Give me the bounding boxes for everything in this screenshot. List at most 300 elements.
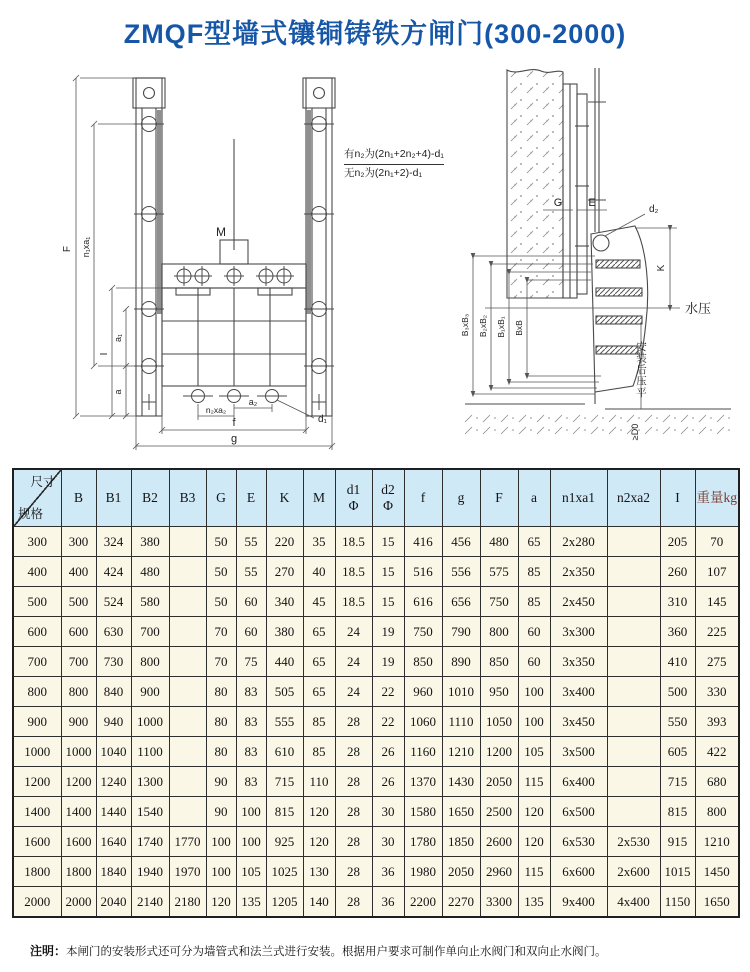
value-cell: 120 (303, 797, 335, 827)
spec-table-wrap (12, 468, 740, 918)
value-cell (169, 677, 206, 707)
value-cell: 1000 (61, 737, 96, 767)
value-cell: 715 (660, 767, 695, 797)
value-cell: 85 (303, 707, 335, 737)
table-row (13, 587, 739, 617)
value-cell: 790 (442, 617, 480, 647)
table-row (13, 737, 739, 767)
annotation-line2: 无n₂为(2n₁+2)-d₁ (344, 166, 422, 179)
value-cell: 28 (335, 887, 372, 918)
value-cell: 100 (518, 677, 550, 707)
value-cell: 2600 (480, 827, 518, 857)
label-bxb: BxB (514, 320, 524, 336)
annotation-line1: 有n₂为(2n₁+2n₂+4)-d₁ (344, 146, 444, 165)
value-cell: 2x530 (607, 827, 660, 857)
value-cell: 205 (660, 527, 695, 557)
value-cell: 1840 (96, 857, 131, 887)
label-i-dim: I (99, 352, 110, 356)
value-cell: 2050 (442, 857, 480, 887)
value-cell: 1060 (404, 707, 442, 737)
col-header-F: F (480, 469, 518, 527)
value-cell: 1650 (442, 797, 480, 827)
value-cell: 1370 (404, 767, 442, 797)
value-cell: 130 (303, 857, 335, 887)
value-cell: 85 (303, 737, 335, 767)
value-cell: 424 (96, 557, 131, 587)
label-n2xa2: n₂xa₂ (205, 405, 227, 415)
value-cell: 80 (206, 677, 236, 707)
label-k-dim: K (656, 264, 667, 272)
value-cell (169, 707, 206, 737)
value-cell: 24 (335, 647, 372, 677)
value-cell: 915 (660, 827, 695, 857)
corner-label-size: 尺寸 (30, 475, 56, 489)
value-cell: 260 (660, 557, 695, 587)
col-header-n1xa1: n1xa1 (550, 469, 607, 527)
value-cell: 456 (442, 527, 480, 557)
value-cell: 1540 (131, 797, 169, 827)
value-cell: 393 (695, 707, 739, 737)
value-cell: 22 (372, 677, 404, 707)
value-cell: 120 (303, 827, 335, 857)
value-cell: 85 (518, 587, 550, 617)
col-header-n2xa2: n2xa2 (607, 469, 660, 527)
value-cell: 500 (660, 677, 695, 707)
value-cell: 960 (404, 677, 442, 707)
value-cell: 83 (236, 677, 266, 707)
value-cell: 1640 (96, 827, 131, 857)
spec-cell: 1200 (13, 767, 61, 797)
value-cell: 1150 (660, 887, 695, 918)
value-cell: 15 (372, 527, 404, 557)
value-cell: 516 (404, 557, 442, 587)
value-cell: 28 (335, 767, 372, 797)
value-cell: 556 (442, 557, 480, 587)
value-cell: 380 (131, 527, 169, 557)
value-cell: 890 (442, 647, 480, 677)
value-cell: 1800 (61, 857, 96, 887)
label-f-width: f (232, 417, 236, 429)
value-cell (169, 647, 206, 677)
value-cell: 70 (695, 527, 739, 557)
value-cell: 140 (303, 887, 335, 918)
value-cell: 19 (372, 617, 404, 647)
value-cell (169, 767, 206, 797)
value-cell: 2x450 (550, 587, 607, 617)
value-cell: 100 (206, 827, 236, 857)
value-cell: 60 (236, 617, 266, 647)
value-cell: 225 (695, 617, 739, 647)
value-cell: 24 (335, 617, 372, 647)
label-level-after-install: 安装后压平 (635, 341, 647, 399)
value-cell: 1400 (61, 797, 96, 827)
footnote-text: 本闸门的安装形式还可分为墙管式和法兰式进行安装。根据用户要求可制作单向止水阀门和双向止水阀门。 (66, 946, 607, 958)
value-cell: 800 (131, 647, 169, 677)
value-cell: 40 (303, 557, 335, 587)
col-header-B: B (61, 469, 96, 527)
value-cell: 330 (695, 677, 739, 707)
value-cell: 1770 (169, 827, 206, 857)
value-cell: 107 (695, 557, 739, 587)
value-cell: 610 (266, 737, 303, 767)
value-cell: 1580 (404, 797, 442, 827)
label-d1: d₁ (318, 414, 327, 425)
value-cell: 1110 (442, 707, 480, 737)
value-cell: 120 (518, 827, 550, 857)
value-cell (607, 587, 660, 617)
drawing-section-view (445, 64, 745, 474)
label-f-height: F (62, 245, 73, 253)
page-title: ZMQF型墙式镶铜铸铁方闸门(300-2000) (123, 19, 627, 49)
value-cell: 715 (266, 767, 303, 797)
value-cell: 2270 (442, 887, 480, 918)
value-cell: 1780 (404, 827, 442, 857)
value-cell: 270 (266, 557, 303, 587)
value-cell: 1650 (695, 887, 739, 918)
value-cell: 1450 (695, 857, 739, 887)
value-cell: 1210 (442, 737, 480, 767)
value-cell: 1970 (169, 857, 206, 887)
col-header-B1: B1 (96, 469, 131, 527)
value-cell: 65 (303, 617, 335, 647)
value-cell: 85 (518, 557, 550, 587)
value-cell: 555 (266, 707, 303, 737)
value-cell: 2500 (480, 797, 518, 827)
value-cell: 1205 (266, 887, 303, 918)
value-cell: 2960 (480, 857, 518, 887)
label-a: a (113, 389, 123, 395)
value-cell: 580 (131, 587, 169, 617)
value-cell: 1430 (442, 767, 480, 797)
value-cell: 18.5 (335, 587, 372, 617)
value-cell: 1240 (96, 767, 131, 797)
label-g-width: g (230, 433, 238, 445)
value-cell: 380 (266, 617, 303, 647)
value-cell: 616 (404, 587, 442, 617)
value-cell: 3x400 (550, 677, 607, 707)
value-cell: 55 (236, 557, 266, 587)
col-header-E: E (236, 469, 266, 527)
value-cell: 18.5 (335, 527, 372, 557)
value-cell (169, 587, 206, 617)
value-cell: 2200 (404, 887, 442, 918)
col-header-B3: B3 (169, 469, 206, 527)
corner-label-spec: 规格 (18, 506, 44, 521)
value-cell: 15 (372, 587, 404, 617)
value-cell: 900 (61, 707, 96, 737)
value-cell: 1015 (660, 857, 695, 887)
value-cell (607, 707, 660, 737)
value-cell: 3x350 (550, 647, 607, 677)
spec-cell: 1400 (13, 797, 61, 827)
value-cell: 300 (61, 527, 96, 557)
value-cell: 850 (404, 647, 442, 677)
spec-cell: 600 (13, 617, 61, 647)
footnote (30, 942, 607, 959)
label-d0-min: ≥D0 (630, 423, 640, 441)
value-cell (607, 647, 660, 677)
value-cell: 120 (518, 797, 550, 827)
value-cell: 36 (372, 887, 404, 918)
value-cell: 50 (206, 527, 236, 557)
value-cell: 1200 (480, 737, 518, 767)
value-cell: 28 (335, 827, 372, 857)
value-cell: 90 (206, 767, 236, 797)
value-cell: 1040 (96, 737, 131, 767)
value-cell: 83 (236, 737, 266, 767)
spec-cell: 900 (13, 707, 61, 737)
value-cell: 1300 (131, 767, 169, 797)
value-cell: 800 (695, 797, 739, 827)
value-cell: 100 (518, 707, 550, 737)
label-b1xb1: B₁xB₁ (496, 316, 506, 338)
value-cell (169, 557, 206, 587)
value-cell: 6x400 (550, 767, 607, 797)
table-row (13, 557, 739, 587)
value-cell: 75 (236, 647, 266, 677)
value-cell: 2050 (480, 767, 518, 797)
value-cell: 220 (266, 527, 303, 557)
value-cell: 3x300 (550, 617, 607, 647)
table-row (13, 857, 739, 887)
value-cell: 1850 (442, 827, 480, 857)
value-cell: 145 (695, 587, 739, 617)
value-cell: 524 (96, 587, 131, 617)
footnote-label: 注明： (30, 944, 67, 958)
spec-cell: 1000 (13, 737, 61, 767)
col-header-B2: B2 (131, 469, 169, 527)
value-cell: 800 (480, 617, 518, 647)
value-cell: 505 (266, 677, 303, 707)
col-header-G: G (206, 469, 236, 527)
label-a1: a₁ (113, 333, 123, 343)
spec-cell: 1600 (13, 827, 61, 857)
value-cell (169, 527, 206, 557)
value-cell: 80 (206, 737, 236, 767)
value-cell: 135 (236, 887, 266, 918)
value-cell: 3x450 (550, 707, 607, 737)
value-cell: 100 (236, 797, 266, 827)
value-cell: 900 (131, 677, 169, 707)
value-cell: 400 (61, 557, 96, 587)
table-header-row (13, 469, 739, 527)
value-cell: 2040 (96, 887, 131, 918)
table-row (13, 527, 739, 557)
value-cell: 275 (695, 647, 739, 677)
value-cell: 100 (236, 827, 266, 857)
value-cell: 440 (266, 647, 303, 677)
value-cell: 60 (236, 587, 266, 617)
value-cell: 1440 (96, 797, 131, 827)
value-cell: 700 (131, 617, 169, 647)
value-cell: 60 (518, 617, 550, 647)
value-cell: 115 (518, 857, 550, 887)
value-cell: 15 (372, 557, 404, 587)
value-cell: 950 (480, 677, 518, 707)
value-cell: 19 (372, 647, 404, 677)
value-cell (607, 557, 660, 587)
value-cell: 6x530 (550, 827, 607, 857)
value-cell (169, 737, 206, 767)
value-cell: 83 (236, 767, 266, 797)
value-cell: 70 (206, 617, 236, 647)
value-cell: 310 (660, 587, 695, 617)
value-cell: 360 (660, 617, 695, 647)
value-cell: 35 (303, 527, 335, 557)
value-cell: 1010 (442, 677, 480, 707)
value-cell: 120 (206, 887, 236, 918)
value-cell: 1210 (695, 827, 739, 857)
value-cell (169, 797, 206, 827)
value-cell: 105 (236, 857, 266, 887)
value-cell: 1000 (131, 707, 169, 737)
value-cell: 1980 (404, 857, 442, 887)
value-cell: 1160 (404, 737, 442, 767)
value-cell: 1600 (61, 827, 96, 857)
value-cell: 550 (660, 707, 695, 737)
col-header-f: f (404, 469, 442, 527)
value-cell: 1025 (266, 857, 303, 887)
value-cell: 45 (303, 587, 335, 617)
value-cell: 324 (96, 527, 131, 557)
col-header-K: K (266, 469, 303, 527)
value-cell: 1200 (61, 767, 96, 797)
value-cell: 60 (518, 647, 550, 677)
spec-cell: 1800 (13, 857, 61, 887)
col-header-g: g (442, 469, 480, 527)
value-cell: 28 (335, 737, 372, 767)
table-row (13, 707, 739, 737)
value-cell: 730 (96, 647, 131, 677)
value-cell: 50 (206, 557, 236, 587)
label-b3xb3: B₃xB₃ (460, 313, 470, 337)
value-cell: 2x600 (607, 857, 660, 887)
value-cell: 26 (372, 737, 404, 767)
value-cell: 1100 (131, 737, 169, 767)
value-cell: 30 (372, 827, 404, 857)
table-corner-cell (13, 469, 61, 527)
value-cell: 135 (518, 887, 550, 918)
col-header-重量kg: 重量kg (695, 469, 739, 527)
value-cell: 6x500 (550, 797, 607, 827)
value-cell: 750 (404, 617, 442, 647)
value-cell: 55 (236, 527, 266, 557)
table-row (13, 677, 739, 707)
section-view-svg (445, 64, 745, 469)
value-cell: 656 (442, 587, 480, 617)
col-header-I: I (660, 469, 695, 527)
front-view-svg (56, 64, 456, 469)
value-cell: 3x500 (550, 737, 607, 767)
value-cell: 65 (518, 527, 550, 557)
value-cell: 575 (480, 557, 518, 587)
value-cell (169, 617, 206, 647)
label-d2: d₂ (649, 204, 659, 215)
spec-cell: 400 (13, 557, 61, 587)
value-cell: 24 (335, 677, 372, 707)
value-cell: 80 (206, 707, 236, 737)
spec-cell: 700 (13, 647, 61, 677)
value-cell: 500 (61, 587, 96, 617)
value-cell: 6x600 (550, 857, 607, 887)
value-cell: 110 (303, 767, 335, 797)
value-cell: 28 (335, 797, 372, 827)
label-b2xb2: B₂xB₂ (478, 314, 488, 338)
value-cell: 26 (372, 767, 404, 797)
value-cell: 30 (372, 797, 404, 827)
value-cell: 65 (303, 647, 335, 677)
label-gap-g: G (553, 197, 563, 209)
value-cell: 83 (236, 707, 266, 737)
value-cell: 2x280 (550, 527, 607, 557)
value-cell: 680 (695, 767, 739, 797)
value-cell: 815 (266, 797, 303, 827)
spec-cell: 800 (13, 677, 61, 707)
value-cell: 815 (660, 797, 695, 827)
drawing-front-view (56, 64, 456, 474)
value-cell (607, 677, 660, 707)
spec-cell: 300 (13, 527, 61, 557)
value-cell: 2x350 (550, 557, 607, 587)
value-cell (607, 797, 660, 827)
label-a2: a₂ (248, 397, 258, 407)
value-cell (607, 527, 660, 557)
value-cell: 100 (206, 857, 236, 887)
value-cell: 480 (480, 527, 518, 557)
value-cell: 1740 (131, 827, 169, 857)
value-cell: 90 (206, 797, 236, 827)
table-row (13, 617, 739, 647)
value-cell: 605 (660, 737, 695, 767)
table-row (13, 647, 739, 677)
value-cell: 2000 (61, 887, 96, 918)
value-cell: 65 (303, 677, 335, 707)
table-row (13, 767, 739, 797)
label-n1xa1: n₁xa₁ (81, 236, 91, 258)
value-cell: 840 (96, 677, 131, 707)
value-cell: 1050 (480, 707, 518, 737)
spec-table (12, 468, 740, 918)
table-row (13, 797, 739, 827)
label-gap-e: E (588, 197, 596, 209)
value-cell: 9x400 (550, 887, 607, 918)
value-cell: 50 (206, 587, 236, 617)
value-cell: 800 (61, 677, 96, 707)
value-cell: 22 (372, 707, 404, 737)
value-cell: 70 (206, 647, 236, 677)
value-cell: 1940 (131, 857, 169, 887)
value-cell: 700 (61, 647, 96, 677)
table-row (13, 887, 739, 918)
value-cell: 3300 (480, 887, 518, 918)
value-cell: 940 (96, 707, 131, 737)
value-cell: 28 (335, 707, 372, 737)
col-header-d1: d1 Φ (335, 469, 372, 527)
value-cell: 2180 (169, 887, 206, 918)
value-cell: 480 (131, 557, 169, 587)
value-cell: 340 (266, 587, 303, 617)
value-cell: 410 (660, 647, 695, 677)
value-cell: 630 (96, 617, 131, 647)
col-header-a: a (518, 469, 550, 527)
value-cell: 28 (335, 857, 372, 887)
spec-cell: 2000 (13, 887, 61, 918)
value-cell: 750 (480, 587, 518, 617)
value-cell: 36 (372, 857, 404, 887)
value-cell: 600 (61, 617, 96, 647)
value-cell: 115 (518, 767, 550, 797)
label-water-pressure: 水压 (685, 301, 712, 316)
